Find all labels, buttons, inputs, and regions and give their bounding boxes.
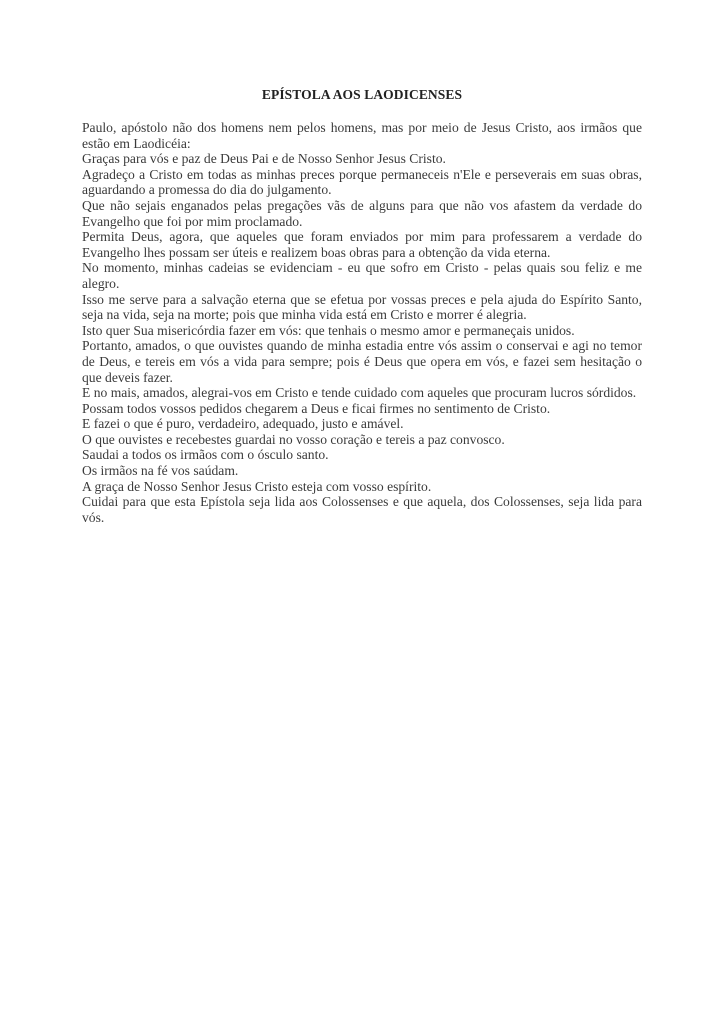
paragraph: Portanto, amados, o que ouvistes quando de minha estadia entre vós assim o conservai e agi no temor de Deus, e tereis em vós a vida para sempre; pois é Deus que opera em vós, e fazei sem hesitação o que deveis fazer.: [82, 338, 642, 385]
paragraph: Que não sejais enganados pelas pregações vãs de alguns para que não vos afastem da verdade do Evangelho que foi por mim proclamado.: [82, 197, 642, 229]
document-title: EPÍSTOLA AOS LAODICENSES: [261, 87, 463, 102]
paragraph: No momento, minhas cadeias se evidenciam - eu que sofro em Cristo - pelas quais sou feliz e me alegro.: [82, 260, 642, 291]
paragraph: Paulo, apóstolo não dos homens nem pelos homens, mas por meio de Jesus Cristo, aos irmãos que estão em Laodicéia:: [82, 120, 642, 151]
paragraph: Isto quer Sua misericórdia fazer em vós: que tenhais o mesmo amor e permaneçais unidos.: [82, 322, 575, 338]
paragraph: E fazei o que é puro, verdadeiro, adequado, justo e amável.: [82, 416, 404, 432]
paragraph: Graças para vós e paz de Deus Pai e de Nosso Senhor Jesus Cristo.: [82, 151, 446, 167]
paragraph: Agradeço a Cristo em todas as minhas preces porque permaneceis n'Ele e perseverais em suas obras, aguardando a promessa do dia do julgamento.: [82, 166, 642, 198]
paragraph: O que ouvistes e recebestes guardai no vosso coração e tereis a paz convosco.: [82, 431, 505, 447]
document-body: [82, 120, 642, 525]
paragraph: A graça de Nosso Senhor Jesus Cristo esteja com vosso espírito.: [82, 478, 432, 494]
paragraph: E no mais, amados, alegrai-vos em Cristo e tende cuidado com aqueles que procuram lucros sórdidos.: [82, 385, 637, 401]
paragraph: Saudai a todos os irmãos com o ósculo santo.: [82, 447, 329, 463]
paragraph: Permita Deus, agora, que aqueles que foram enviados por mim para professarem a verdade do Evangelho lhes possam ser úteis e realizem boas obras para a obtenção da vida eterna.: [82, 229, 642, 260]
paragraph: Isso me serve para a salvação eterna que se efetua por vossas preces e pela ajuda do Espírito Santo, seja na vida, seja na morte; pois que minha vida está em Cristo e morrer é alegria.: [82, 291, 642, 323]
paragraph: Possam todos vossos pedidos chegarem a Deus e ficai firmes no sentimento de Cristo.: [82, 400, 551, 416]
paragraph: Cuidai para que esta Epístola seja lida aos Colossenses e que aquela, dos Colossenses, seja lida para vós.: [82, 494, 642, 525]
paragraph: Os irmãos na fé vos saúdam.: [82, 463, 239, 479]
